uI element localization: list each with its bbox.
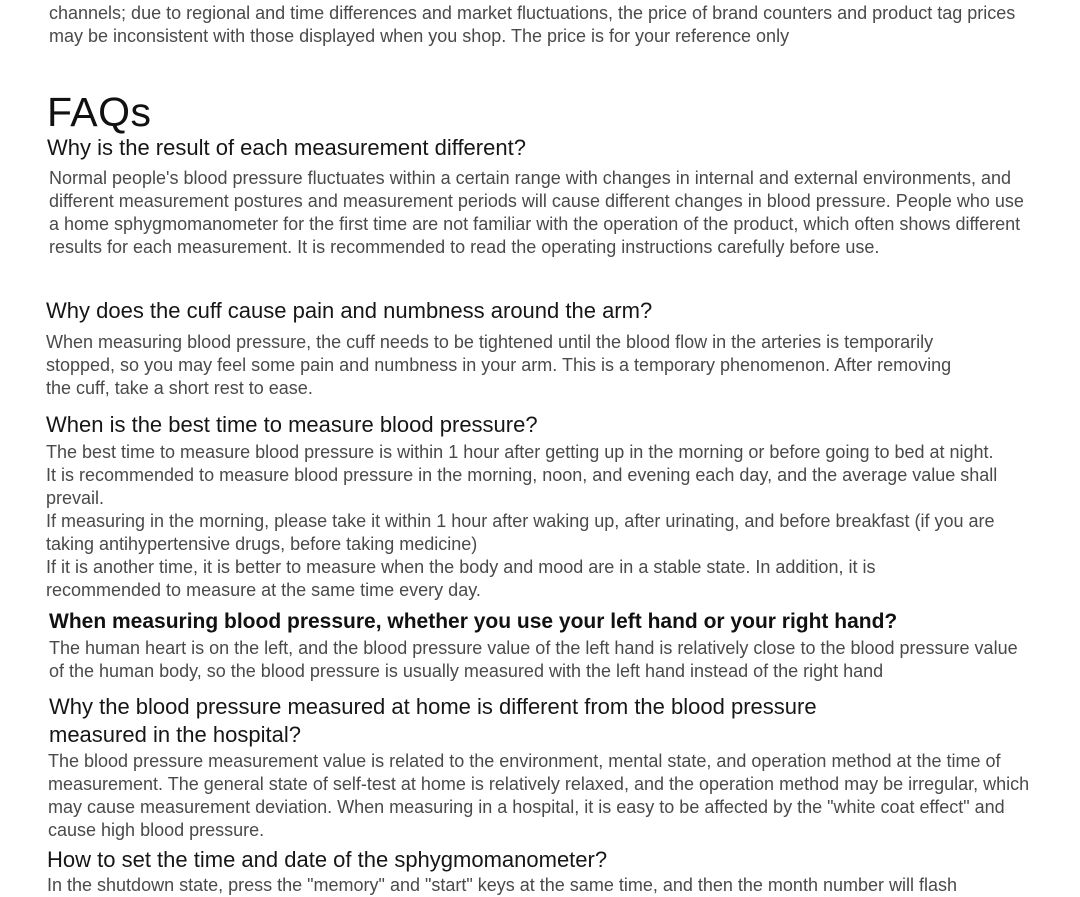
price-disclaimer-text: channels; due to regional and time differences and market fluctuations, the price of brand counters and product tag prices may be inconsistent with those displayed when you shop. The price is for your reference only (49, 3, 1016, 46)
faq-title: FAQs (47, 89, 152, 135)
faq-question-6: How to set the time and date of the sphygmomanometer? (47, 847, 608, 872)
faq-question-3: When is the best time to measure blood pressure? (46, 412, 538, 437)
faq-question-1: Why is the result of each measurement different? (47, 135, 526, 160)
faq-answer-3-paragraph-2: If measuring in the morning, please take it within 1 hour after waking up, after urinating, and before breakfast (if you are taking antihypertensive drugs, before taking medicine) (46, 511, 995, 554)
faq-question-4: When measuring blood pressure, whether you use your left hand or your right hand? (49, 610, 898, 633)
faq-answer-6: In the shutdown state, press the "memory" and "start" keys at the same time, and then the month number will flash (47, 875, 958, 895)
faq-answer-3-paragraph-3: If it is another time, it is better to measure when the body and mood are in a stable state. In addition, it is recommended to measure at the same time every day. (46, 557, 876, 600)
faq-answer-2: When measuring blood pressure, the cuff needs to be tightened until the blood flow in the arteries is temporarily stopped, so you may feel some pain and numbness in your arm. This is a temporary phenomenon. After removing the cuff, take a short rest to ease. (46, 332, 952, 398)
faq-answer-3 (46, 441, 1006, 602)
faq-question-5: Why the blood pressure measured at home is different from the blood pressure measured in the hospital? (49, 694, 817, 747)
faq-answer-1: Normal people's blood pressure fluctuates within a certain range with changes in internal and external environments, and different measurement postures and measurement periods will cause different changes in blood pressure. People who use a home sphygmomanometer for the first time are not familiar with the operation of the product, which often shows different results for each measurement. It is recommended to read the operating instructions carefully before use. (49, 168, 1024, 257)
faq-question-2: Why does the cuff cause pain and numbness around the arm? (46, 298, 653, 323)
faq-answer-5: The blood pressure measurement value is related to the environment, mental state, and operation method at the time of measurement. The general state of self-test at home is relatively relaxed, and the operation method may be irregular, which may cause measurement deviation. When measuring in a hospital, it is easy to be affected by the "white coat effect" and cause high blood pressure. (48, 751, 1030, 840)
faq-answer-4: The human heart is on the left, and the blood pressure value of the left hand is relatively close to the blood pressure value of the human body, so the blood pressure is usually measured with the left hand instead of the right hand (49, 638, 1018, 681)
faq-answer-3-paragraph-1: The best time to measure blood pressure is within 1 hour after getting up in the morning or before going to bed at night. It is recommended to measure blood pressure in the morning, noon, and evening each day, and the average value shall prevail. (46, 442, 998, 508)
